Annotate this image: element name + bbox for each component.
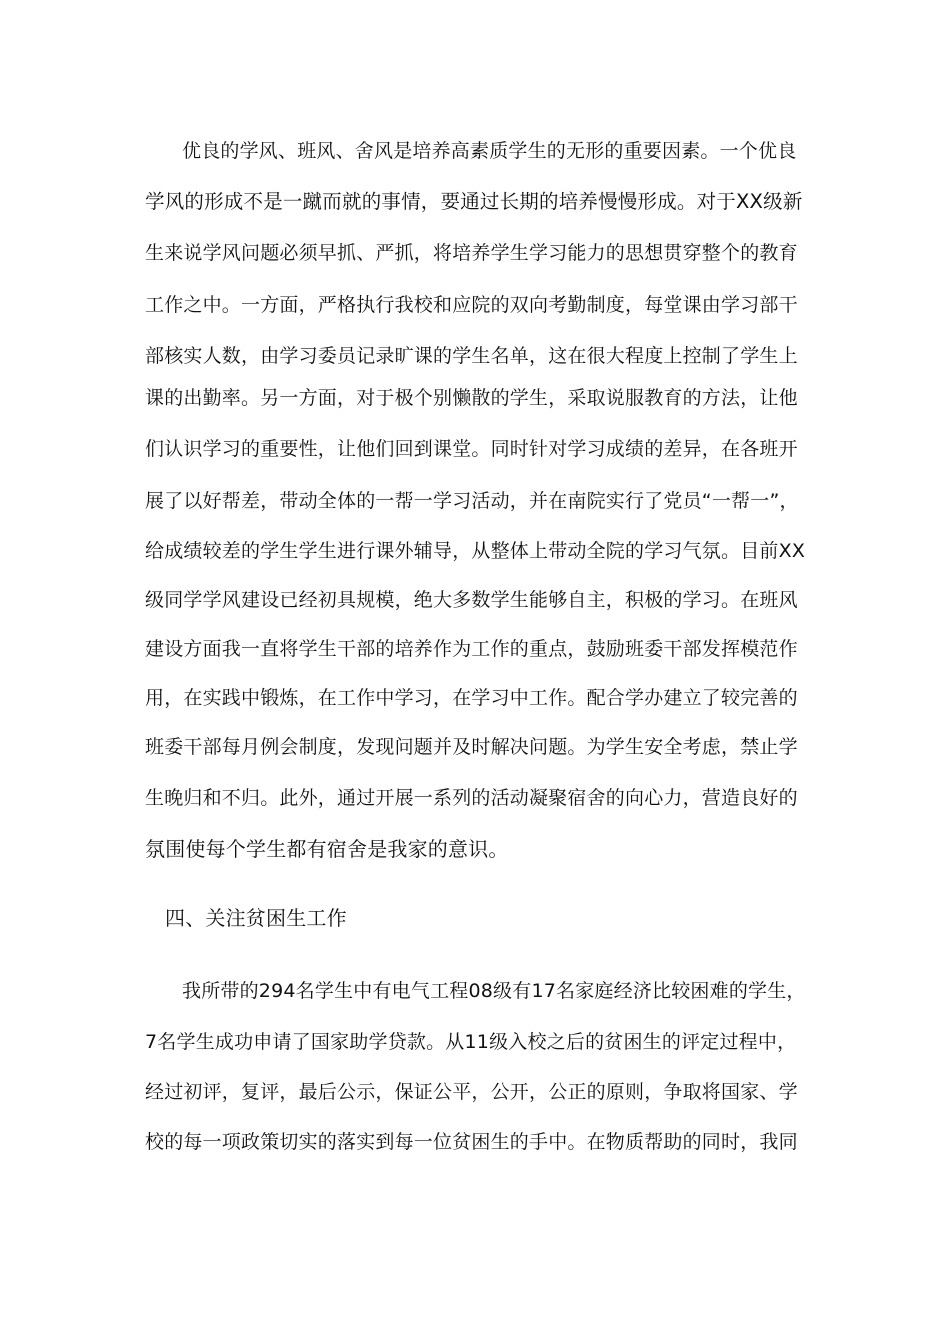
text-line: 优良的学风、班风、舍风是培养高素质学生的无形的重要因素。一个优良 bbox=[182, 140, 797, 162]
text-line: 班委干部每月例会制度，发现问题并及时解决问题。为学生安全考虑，禁止学 bbox=[145, 736, 798, 758]
text-line: 生晚归和不归。此外，通过开展一系列的活动凝聚宿舍的向心力，营造良好的 bbox=[145, 787, 798, 809]
text-line: 我所带的294名学生中有电气工程08级有17名家庭经济比较困难的学生， bbox=[182, 980, 806, 1002]
text-line: 建设方面我一直将学生干部的培养作为工作的重点，鼓励班委干部发挥模范作 bbox=[145, 638, 798, 660]
section-heading: 四、关注贫困生工作 bbox=[165, 906, 347, 930]
text-line: 生来说学风问题必须早抓、严抓，将培养学生学习能力的思想贯穿整个的教育 bbox=[145, 242, 798, 264]
text-line: 级同学学风建设已经初具规模，绝大多数学生能够自主，积极的学习。在班风 bbox=[145, 589, 798, 611]
text-line: 用，在实践中锻炼，在工作中学习，在学习中工作。配合学办建立了较完善的 bbox=[145, 687, 798, 709]
text-line: 课的出勤率。另一方面，对于极个别懒散的学生，采取说服教育的方法，让他 bbox=[145, 387, 798, 409]
text-line: 氛围使每个学生都有宿舍是我家的意识。 bbox=[145, 837, 509, 861]
text-line: 给成绩较差的学生学生进行课外辅导，从整体上带动全院的学习气氛。目前XX bbox=[145, 540, 806, 562]
text-line: 7名学生成功申请了国家助学贷款。从11级入校之后的贫困生的评定过程中， bbox=[145, 1031, 797, 1053]
text-line: 经过初评，复评，最后公示，保证公平，公开，公正的原则，争取将国家、学 bbox=[145, 1081, 798, 1103]
text-line: 学风的形成不是一蹴而就的事情，要通过长期的培养慢慢形成。对于XX级新 bbox=[145, 190, 803, 213]
text-line: 们认识学习的重要性，让他们回到课堂。同时针对学习成绩的差异，在各班开 bbox=[145, 438, 798, 460]
text-line: 工作之中。一方面，严格执行我校和应院的双向考勤制度，每堂课由学习部干 bbox=[145, 294, 798, 316]
text-line: 展了以好帮差，带动全体的一帮一学习活动，并在南院实行了党员“一帮一”， bbox=[145, 490, 799, 512]
text-line: 部核实人数，由学习委员记录旷课的学生名单，这在很大程度上控制了学生上 bbox=[145, 345, 798, 367]
text-line: 校的每一项政策切实的落实到每一位贫困生的手中。在物质帮助的同时，我同 bbox=[145, 1131, 798, 1153]
